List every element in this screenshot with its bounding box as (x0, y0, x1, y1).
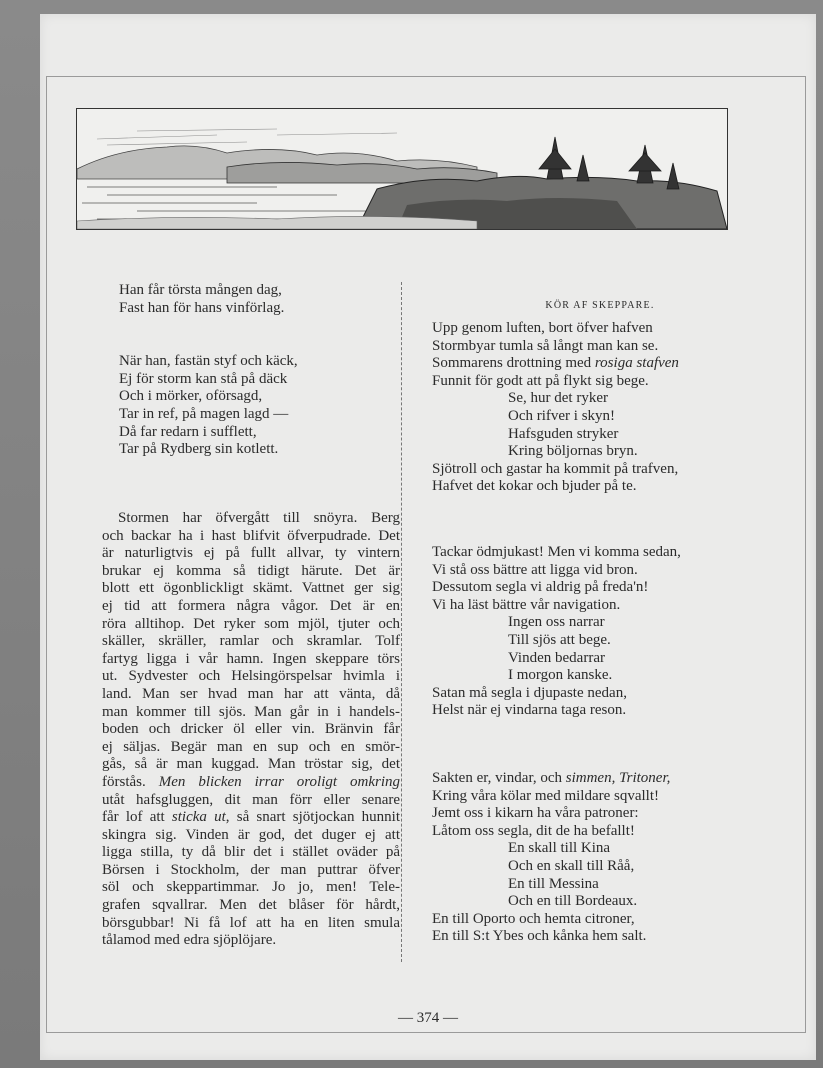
verse-line: Upp genom luften, bort öfver hafven (432, 320, 653, 336)
prose-line: tålamod med edra sjöplöjare. (102, 932, 277, 949)
prose-line: ej tid att formera några vågor. Det är en (102, 597, 400, 614)
prose-line: ligga stilla, ty då blir det i stället oväder på (102, 844, 400, 861)
verse-line: En till S:t Ybes och kånka hem salt. (432, 928, 647, 945)
landscape-drawing (77, 109, 727, 229)
verse-line: Fast han för hans vinförlag. (119, 299, 285, 316)
verse-line: En till Oporto och hemta citroner, (432, 910, 635, 927)
verse-line: Han får törsta mången dag, (119, 282, 282, 298)
prose-line: blott ett ögonblickligt skämt. Vattnet ger sig (102, 580, 400, 597)
verse-line: Funnit för godt att på flykt sig bege. (432, 372, 649, 389)
verse-line: Och i mörker, oförsagd, (119, 388, 263, 405)
poem-stanza-1 (103, 282, 403, 317)
verse-line: Och rifver i skyn! (508, 407, 616, 424)
verse-line: Kring böljornas bryn. (508, 443, 638, 460)
prose-line: förstås. Men blicken irrar oroligt omkring (102, 773, 401, 790)
verse-line: Vinden bedarrar (508, 649, 605, 666)
prose-line: grafen sqvallrar. Men det blåser för hårdt, (102, 897, 400, 914)
prose-line: är naturligtvis ej på fullt allvar, ty vintern (102, 545, 400, 562)
prose-line: Börsen i Stockholm, der man puttrar öfver (102, 861, 400, 878)
prose-line: skingra sig. Vinden är god, det duger ej att (102, 826, 400, 843)
verse-line: Låtom oss segla, dit de ha befallt! (432, 822, 635, 839)
verse-line: Stormbyar tumla så långt man kan se. (432, 337, 659, 354)
verse-line: Hafsguden stryker (508, 425, 619, 442)
verse-line: Jemt oss i kikarn ha våra patroner: (432, 805, 639, 822)
prose-line: börsgubbar! Ni få lof att ha en liten smula (102, 914, 400, 931)
verse-line: Dessutom segla vi aldrig på freda'n! (432, 579, 649, 596)
verse-line: En till Messina (508, 875, 599, 892)
prose-paragraph (102, 510, 400, 950)
prose-line: ej säljas. Begär man en sup och en smör- (102, 738, 400, 755)
prose-line: gås, så är man kuggad. Man tröstar sig, det (102, 756, 400, 773)
verse-line: Tar in ref, på magen lagd — (119, 405, 289, 422)
verse-line: Satan må segla i djupaste nedan, (432, 684, 627, 701)
book-page (40, 14, 816, 1060)
coastal-landscape-illustration (76, 108, 728, 230)
prose-line: Stormen har öfvergått till snöyra. Berg (118, 510, 400, 526)
verse-line: Se, hur det ryker (508, 390, 608, 407)
page-number: — 374 — (398, 1010, 458, 1026)
verse-line: En skall till Kina (508, 840, 611, 857)
verse-3 (432, 770, 742, 946)
verse-1 (432, 320, 742, 496)
verse-line: Ingen oss narrar (508, 614, 605, 631)
verse-line: Vi ha läst bättre vår navigation. (432, 596, 621, 613)
verse-line: Och en till Bordeaux. (508, 893, 638, 910)
poem-stanza-2 (103, 353, 403, 459)
verse-line: Tackar ödmjukast! Men vi komma sedan, (432, 544, 681, 560)
prose-line: skäller, skräller, ramlar och skramlar. Tolf (102, 633, 400, 650)
column-divider (401, 282, 402, 962)
poem-title: KÖR AF SKEPPARE. (545, 300, 655, 311)
verse-line: Hafvet det kokar och bjuder på te. (432, 478, 637, 495)
verse-line: Och en skall till Råå, (508, 857, 635, 874)
prose-line: söl och skeppartimmar. Jo jo, men! Tele- (102, 879, 400, 896)
prose-line: ut. Sydvester och Helsingörspelsar hvimla i (102, 668, 400, 685)
verse-line: Då far redarn i sufflett, (119, 423, 257, 440)
verse-line: Sommarens drottning med rosiga stafven (432, 355, 679, 372)
verse-line: Till sjös att bege. (508, 631, 611, 648)
prose-line: land. Man ser hvad man har att vänta, då (102, 685, 400, 702)
verse-line: Tar på Rydberg sin kotlett. (119, 441, 279, 458)
verse-line: Vi stå oss bättre att ligga vid bron. (432, 561, 638, 578)
prose-line: boden och dricker öl eller vin. Bränvin får (102, 721, 400, 738)
verse-line: När han, fastän styf och käck, (119, 353, 298, 370)
prose-line: man kommer till sjös. Man går in i handels- (102, 703, 400, 720)
prose-line: utåt hafsgluggen, dit man förr eller senare (102, 791, 400, 808)
verse-line: Sakten er, vindar, och simmen, Tritoner, (432, 770, 671, 786)
prose-line: fartyg ligga i vår hamn. Ingen skeppare törs (102, 650, 400, 667)
verse-2 (432, 544, 742, 720)
prose-line: får lof att sticka ut, så snart sjötjockan hunnit (102, 809, 400, 826)
left-column (103, 282, 403, 459)
verse-line: Ej för storm kan stå på däck (119, 370, 288, 387)
prose-line: röra alltihop. Det ryker som mjöl, tjuter och (102, 615, 400, 632)
verse-line: Sjötroll och gastar ha kommit på trafven, (432, 460, 679, 477)
verse-line: Kring våra kölar med mildare sqvallt! (432, 787, 660, 804)
prose-line: brukar ej komma så tidigt härute. Det är (102, 562, 400, 579)
verse-line: Helst när ej vindarna taga reson. (432, 702, 627, 719)
verse-line: I morgon kanske. (508, 667, 613, 684)
prose-line: och backar ha i hast blifvit öfverpudrade. Det (102, 527, 400, 544)
